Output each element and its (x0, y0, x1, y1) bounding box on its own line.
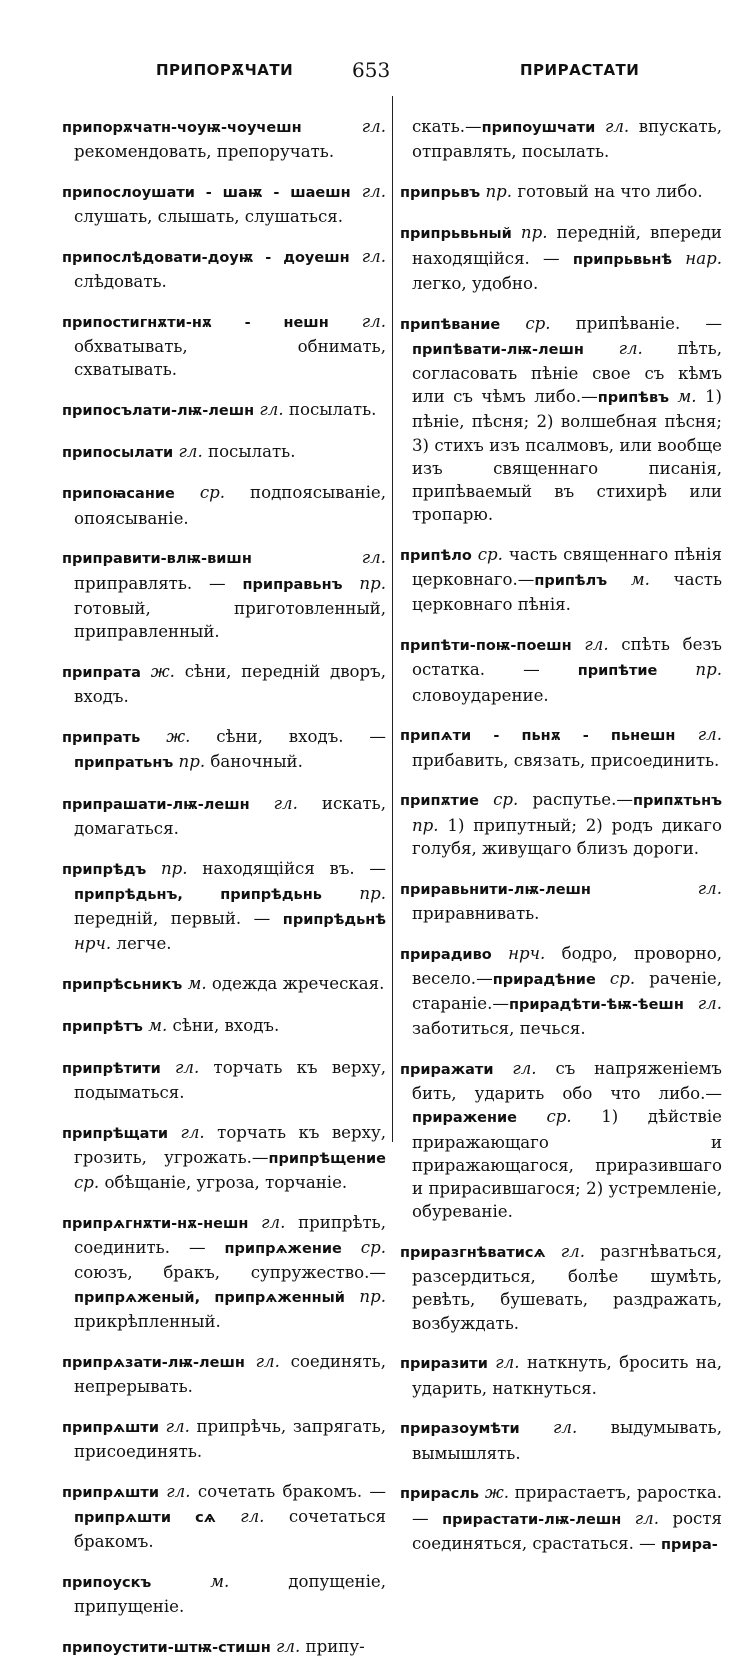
entry-text: союзъ, бракъ, супружество.— (74, 1263, 386, 1283)
entry-headword: припѣвати-лѭ-лешн (412, 341, 584, 358)
entry-text: припрѣть, соединить. — (74, 1213, 386, 1258)
grammar-label: ср. (546, 1107, 572, 1127)
grammar-label: гл. (512, 1059, 537, 1079)
entry-headword: приразити (400, 1356, 488, 1373)
entry-text: находящійся въ. — (187, 858, 386, 878)
entry-text (168, 1123, 180, 1142)
entry-headword: припѫтьнъ (632, 793, 723, 810)
dictionary-entry (400, 1416, 722, 1464)
dictionary-entry (400, 312, 722, 527)
grammar-label: гл. (175, 1057, 200, 1077)
dictionary-entry (62, 1121, 386, 1195)
entry-text: готовый, приготовленный, приправленный. (74, 598, 386, 641)
entry-headword: припрѣтити (62, 1060, 161, 1077)
entry-text: съ напряженіемъ бить, ударить обо что либо.— (412, 1059, 722, 1104)
entry-text: разгнѣваться, разсердиться, болѣе шумѣть, ревѣть, бушевать, раздражать, возбуждать. (412, 1242, 722, 1333)
entry-headword: припосылати (62, 444, 174, 461)
entry-headword: припрѣдьнъ, припрѣдьнь (74, 887, 322, 903)
grammar-label: ср. (493, 790, 519, 810)
entry-text: посылать. (202, 441, 296, 461)
entry-text: распутье.— (518, 790, 633, 810)
entry-headword: припрѣщение (268, 1151, 386, 1167)
grammar-label: м. (677, 387, 697, 407)
entry-text (672, 249, 685, 268)
entry-text: спѣть безъ остатка. — (412, 635, 722, 680)
entry-headword: припрѣщати (62, 1125, 169, 1142)
grammar-label: ж. (150, 661, 175, 681)
entry-text (584, 339, 619, 358)
grammar-label: пр. (359, 1286, 386, 1306)
dictionary-entry (62, 660, 386, 708)
entry-text: искать, домагаться. (74, 793, 386, 838)
entry-headword: припѣлъ (534, 573, 608, 590)
entry-headword: приразгнѣватисѧ (400, 1245, 546, 1262)
grammar-label: пр. (695, 660, 722, 680)
grammar-label: гл. (560, 1242, 586, 1262)
entry-text (596, 969, 610, 988)
entry-headword: припѣло (400, 548, 472, 565)
grammar-label: м. (630, 570, 650, 590)
grammar-label: пр. (160, 858, 188, 878)
entry-text (517, 1107, 547, 1126)
entry-text (329, 312, 362, 331)
entry-headword: припосълати-лѭ-лешн (62, 402, 255, 419)
entry-text: одежда жреческая. (206, 974, 385, 994)
entry-text: заботиться, печься. (412, 1019, 586, 1039)
entry-headword: прирасль (400, 1486, 480, 1503)
grammar-label: гл. (178, 441, 203, 461)
dictionary-entry (62, 310, 386, 382)
entry-text: сочетаться бракомъ. (74, 1506, 386, 1552)
entry-headword: припѧти - пьнѫ - пьнешн (400, 728, 676, 745)
entry-text (488, 1353, 495, 1372)
entry-text (494, 1059, 513, 1078)
grammar-label: ж. (484, 1483, 509, 1503)
grammar-label: пр. (485, 181, 513, 201)
grammar-label: гл. (697, 878, 722, 898)
entry-text: готовый на что либо. (512, 181, 703, 201)
entry-headword: припрьвьнѣ (572, 251, 673, 268)
entry-text: торчать къ верху, грозить, угрожать.— (74, 1122, 386, 1167)
dictionary-entry (400, 877, 722, 925)
entry-headword: приражати (400, 1062, 494, 1079)
entry-text (572, 635, 585, 654)
entry-text (546, 1242, 561, 1261)
grammar-label: гл. (165, 1416, 190, 1436)
entry-text: пѣть, согласовать пѣніе свое съ кѣмъ или съ чѣмъ либо.— (412, 338, 722, 407)
entry-headword: припрѧзати-лѭ-лешн (62, 1354, 245, 1371)
entry-headword: припрать (62, 729, 141, 746)
entry-text (607, 570, 631, 589)
dictionary-entry (62, 1415, 386, 1463)
entry-headword: припратьнъ (74, 755, 174, 771)
entry-text (175, 483, 200, 502)
grammar-label: гл. (361, 116, 386, 136)
grammar-label: пр. (359, 884, 387, 903)
entry-headword: приражение (412, 1110, 517, 1127)
entry-headword: припостигнѫти-нѫ - нешн (62, 314, 329, 331)
entry-headword: припоꙗсание (62, 486, 175, 503)
grammar-label: пр. (412, 815, 439, 835)
entry-text: впускать, отправлять, посылать. (412, 116, 722, 161)
grammar-label: пр. (520, 223, 548, 243)
grammar-label: гл. (361, 181, 386, 201)
dictionary-entry (400, 723, 722, 771)
grammar-label: м. (148, 1016, 168, 1035)
entry-text (159, 1482, 166, 1501)
entry-headword: припѣвание (400, 316, 501, 333)
entry-text: сѣни, входъ. — (190, 726, 386, 746)
grammar-label: гл. (166, 1481, 191, 1501)
entry-headword: припрѧгнѫти-нѫ-нешн (62, 1216, 249, 1232)
entry-text (343, 574, 360, 593)
grammar-label: гл. (361, 311, 387, 331)
entry-text (250, 794, 274, 813)
grammar-label: ж. (166, 726, 191, 746)
entry-text (159, 1417, 166, 1436)
grammar-label: гл. (361, 246, 386, 266)
grammar-label: гл. (240, 1506, 265, 1526)
grammar-label: ср. (525, 313, 551, 333)
dictionary-entry (400, 1240, 722, 1335)
dictionary-entry (400, 633, 722, 707)
dictionary-entry (62, 725, 386, 775)
entry-text (216, 1507, 240, 1526)
entry-text (492, 944, 508, 963)
entry-headword: припрѧжение (224, 1241, 342, 1258)
entry-text: допущеніе, припущеніе. (74, 1571, 387, 1617)
entry-text: торчать къ верху, подыматься. (74, 1057, 386, 1102)
entry-headword: припрѧшти (62, 1419, 159, 1436)
entry-text (591, 879, 698, 898)
entry-text (140, 727, 166, 746)
entry-text: легче. (111, 934, 172, 954)
right-running-headword: ПРИРАСТАТИ (520, 61, 640, 79)
entry-headword: припѣвъ (597, 390, 670, 407)
dictionary-entry (62, 1211, 386, 1333)
entry-text: выдумывать, вымышлять. (412, 1418, 722, 1463)
grammar-label: пр. (359, 573, 386, 593)
entry-text: прирастаетъ, раростка. — (412, 1483, 722, 1528)
entry-text: передній, впереди находящійся. — (412, 223, 722, 268)
column-divider (392, 96, 393, 1142)
entry-text (684, 994, 698, 1013)
grammar-label: гл. (255, 1351, 280, 1371)
entry-text: 1) пѣніе, пѣсня; 2) волшебная пѣсня; 3) стихъ изъ псалмовъ, или вообще изъ священнаго писанія, припѣваемый въ стихирѣ или тропарю. (412, 387, 722, 525)
entry-text: соединять, непрерывать. (74, 1351, 386, 1396)
dictionary-entry (400, 942, 722, 1041)
entry-headword: припрѣсьникъ (62, 977, 183, 994)
entry-text: сѣни, передній дворъ, входъ. (74, 661, 386, 706)
dictionary-entry (62, 180, 386, 228)
entry-text (161, 1058, 175, 1077)
dictionary-entry (62, 1570, 386, 1618)
entry-text: прикрѣпленный. (74, 1311, 221, 1331)
entry-text (675, 725, 697, 744)
grammar-label: нар. (685, 248, 722, 268)
entry-headword: припоушчати (481, 119, 596, 136)
grammar-label: гл. (276, 1636, 301, 1656)
entry-text: приправлять. — (74, 573, 243, 593)
entry-headword: припрата (62, 664, 141, 681)
dictionary-entry (62, 1014, 386, 1039)
entry-headword: прира- (661, 1536, 718, 1553)
entry-headword: приравьнити-лѭ-лешн (400, 881, 591, 898)
dictionary-entry (62, 115, 386, 163)
entry-headword: припѫтие (400, 793, 479, 810)
entry-headword: припѣти-поѭ-поешн (400, 638, 572, 655)
entry-text: подпоясываніе, опоясываніе. (74, 483, 386, 528)
entry-text: рекомендовать, препоручать. (74, 141, 335, 161)
entry-headword: прирадиво (400, 946, 492, 963)
dictionary-entry (400, 1057, 722, 1223)
grammar-label: гл. (361, 548, 386, 568)
dictionary-entry (400, 1351, 722, 1399)
entry-headword: припорѫчатн-чоуѭ-чоучешн (62, 119, 302, 136)
grammar-label: гл. (553, 1418, 578, 1438)
entry-text: часть церковнаго пѣнія. (412, 570, 722, 615)
entry-text: скать.— (412, 116, 482, 136)
entry-text: припу- (300, 1636, 365, 1656)
dictionary-entry (62, 398, 386, 423)
entry-text (657, 660, 695, 679)
entry-text (512, 223, 521, 242)
entry-text (621, 1509, 634, 1528)
entry-text (322, 884, 360, 903)
entry-headword: приправьнъ (242, 576, 343, 593)
right-column (400, 98, 722, 1562)
dictionary-entry (62, 1350, 386, 1398)
entry-text: обѣщаніе, угроза, торчаніе. (99, 1173, 348, 1193)
dictionary-entry (62, 1480, 386, 1554)
entry-text: прибавить, связать, присоединить. (412, 750, 720, 770)
dictionary-entry (400, 180, 722, 205)
entry-text (479, 790, 493, 809)
entry-text: посылать. (283, 399, 377, 419)
dictionary-entry (62, 857, 386, 956)
entry-text (252, 548, 362, 567)
entry-text (350, 247, 362, 266)
grammar-label: гл. (618, 338, 643, 358)
dictionary-entry (400, 1481, 722, 1557)
grammar-label: ср. (609, 968, 636, 988)
entry-headword: припрашати-лѭ-лешн (62, 796, 250, 813)
dictionary-entry (62, 245, 386, 293)
grammar-label: гл. (495, 1353, 520, 1373)
entry-headword: припрѣдъ (62, 861, 147, 878)
grammar-label: гл. (634, 1508, 659, 1528)
entry-headword: припоускъ (62, 1574, 152, 1591)
entry-text (520, 1418, 553, 1437)
dictionary-entry (62, 440, 386, 465)
entry-text: передній, первый. — (74, 909, 283, 929)
grammar-label: гл. (697, 994, 722, 1014)
entry-text (146, 859, 161, 878)
entry-headword: припрѧшти (62, 1484, 159, 1501)
entry-text (245, 1352, 256, 1371)
entry-headword: припрѧженый, припрѧженный (74, 1289, 345, 1306)
entry-text: приравнивать. (412, 903, 540, 923)
dictionary-entry (62, 972, 386, 997)
dictionary-entry (62, 1056, 386, 1104)
entry-headword: припрѣтъ (62, 1019, 143, 1035)
entry-headword: припрьвъ (400, 184, 481, 201)
dictionary-entry (400, 788, 722, 860)
entry-text: припѣваніе. — (550, 313, 722, 333)
entry-text (345, 1287, 359, 1306)
entry-text (151, 1572, 210, 1591)
grammar-label: м. (210, 1571, 230, 1591)
entry-text: часть священнаго пѣнія церковнаго.— (412, 545, 722, 590)
entry-headword: припѣтие (577, 663, 658, 680)
entry-headword: припослѣдовати-доуѭ - доуешн (62, 249, 350, 266)
entry-headword: припоустити-штѭ-стишн (62, 1639, 271, 1656)
left-column (62, 98, 386, 1665)
entry-text (141, 662, 151, 681)
grammar-label: ср. (199, 483, 226, 503)
grammar-label: гл. (604, 116, 630, 136)
dictionary-entry (62, 1635, 386, 1660)
entry-text: обхватывать, обнимать, схватывать. (74, 336, 386, 379)
entry-text: раченіе, стараніе.— (412, 968, 722, 1014)
entry-text: сѣни, входъ. (167, 1016, 280, 1035)
entry-headword: прирастати-лѭ-лешн (442, 1511, 622, 1528)
dictionary-entry (62, 792, 386, 840)
grammar-label: нрч. (508, 943, 546, 963)
dictionary-entry (400, 115, 722, 163)
grammar-label: пр. (178, 752, 206, 771)
entry-text: слушать, слышать, слушаться. (74, 206, 343, 226)
entry-text: баночный. (205, 752, 303, 771)
entry-text: наткнуть, бросить на, ударить, наткнуться. (412, 1353, 722, 1398)
grammar-label: гл. (261, 1213, 286, 1232)
left-running-headword: ПРИПОРѪЧАТИ (156, 61, 294, 79)
grammar-label: ср. (74, 1173, 100, 1193)
entry-text: 1) дѣйствіе приражающаго и приражающагося, приразившаго и прирасившагося; 2) устремленіе, обуреваніе. (412, 1107, 722, 1222)
entry-text: словоударение. (412, 685, 549, 705)
entry-headword: припрѣдьнѣ (282, 912, 386, 929)
entry-text (500, 314, 525, 333)
dictionary-entry (400, 221, 722, 295)
grammar-label: гл. (259, 399, 284, 419)
entry-headword: припрьвьный (400, 226, 512, 243)
page-header (0, 58, 743, 84)
grammar-label: гл. (697, 725, 722, 745)
entry-headword: приправити-влѭ-вишн (62, 551, 252, 568)
entry-text: бодро, проворно, весело.— (412, 943, 722, 988)
grammar-label: нрч. (74, 934, 112, 954)
grammar-label: гл. (273, 793, 298, 813)
entry-text: 1) припутный; 2) родъ дикаго голубя, живущаго близъ дороги. (412, 815, 722, 858)
entry-text: слѣдовать. (74, 271, 167, 291)
entry-text (342, 1238, 361, 1257)
entry-text: сочетать бракомъ. — (190, 1481, 386, 1501)
dictionary-entry (62, 546, 386, 643)
entry-text: легко, удобно. (412, 273, 539, 293)
entry-headword: приразоумѣти (400, 1421, 520, 1438)
entry-text (595, 117, 605, 136)
dictionary-entry (62, 481, 386, 529)
grammar-label: ср. (477, 545, 503, 565)
entry-text (248, 1213, 261, 1232)
entry-headword: припрѧшти сѧ (74, 1509, 216, 1526)
entry-text (302, 117, 362, 136)
entry-headword: припослоушати - шаѭ - шаешн (62, 184, 351, 201)
entry-text (351, 182, 362, 201)
dictionary-entry (400, 543, 722, 617)
entry-headword: прирадѣние (492, 971, 596, 988)
entry-text: припрѣчь, запрягать, присоединять. (74, 1416, 386, 1461)
grammar-label: гл. (584, 635, 609, 655)
grammar-label: ср. (360, 1238, 386, 1258)
grammar-label: гл. (180, 1122, 205, 1142)
grammar-label: м. (187, 974, 207, 994)
page-number: 653 (352, 58, 391, 82)
entry-headword: прирадѣти-ѣѭ-ѣешн (508, 997, 684, 1014)
entry-text: ростя соединяться, срастаться. — (412, 1508, 722, 1553)
